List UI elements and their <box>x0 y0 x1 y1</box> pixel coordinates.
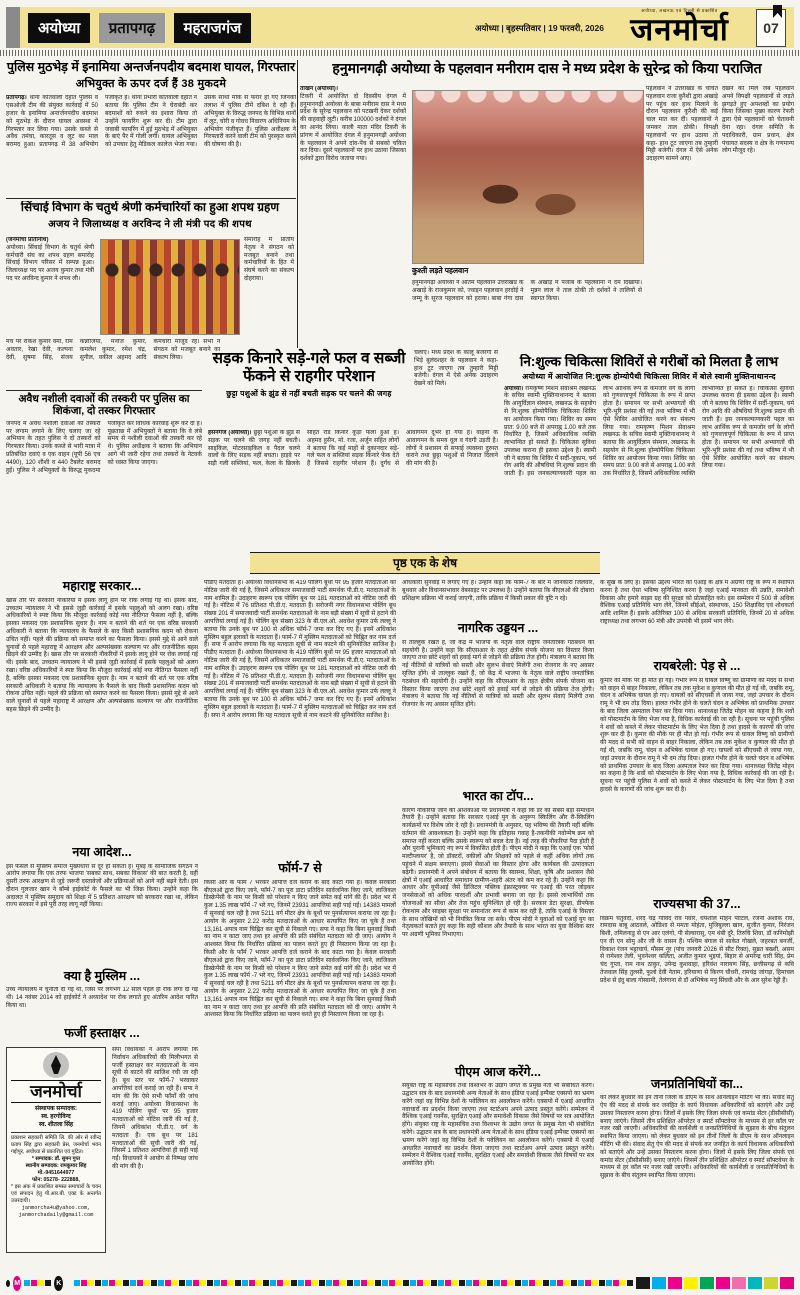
article-col-3: देखने को मिले जब पहलवान अपने विपक्षी पहलवानों से लड़ते झगड़ते हुए अपशब्दों का प्रयोग किया जिसका मुख्य कारण रेफरी द्वारा ऐसे पहलवानों को चेतावनी देना रहा। दंगल समिति के पदाधिकारी, ग्राम प्रधान, क्षेत्र पंचायत सदस्य व क्षेत्र के गणमान्य लोग मौजूद रहे। <box>722 86 794 155</box>
section-intro: के सुख के लिए है। इसका उद्देश्य भारत को एआई के क्षेत्र में अग्रणी राष्ट्र के रूप में स्थापित करना है तथा ऐसा भविष्य सुनिश्चित करना है जहां एआई मानवता की उन्नति, समावेशी विकास और हमारे साझा ग्रह की सुरक्षा को प्रोत्साहित करे। इस सम्मेलन में 500 से अधिक वैश्विक एआई प्रतिनिधि भाग लेंगे, जिनमें सीईओ, संस्थापक, 150 शिक्षाविद एवं शोधकर्ता आदि शामिल हैं। इसके अतिरिक्त 100 से अधिक सरकारी प्रतिनिधि, जिनमें 20 से अधिक राष्ट्राध्यक्ष तथा लगभग 60 मंत्री और उपमंत्री भी इसमें भाग लेंगे। <box>600 580 794 625</box>
divider <box>6 198 296 199</box>
header-band <box>6 7 794 48</box>
continued-from-page-one-banner: पृष्ठ एक के शेष <box>250 552 600 574</box>
article-subhead: अभियुक्त के ऊपर दर्ज हैं 38 मुकदमे <box>75 78 227 91</box>
masthead: जनमोर्चा <box>630 12 729 47</box>
article-body: मंच पर राकेश कुमार वर्मा, राम अवतार, रेखा देवी, कल्पना देवी, सुषमा सिंह, संजय कन्नौजिया, मनोज कुमार, कमलेश कुमार, रमेश चंद्र, सुनील, वकील अहमद आदि कर्मचारी मौजूद रहे। सभी ने संगठन को मजबूत बनाने का संकल्प लिया। <box>6 339 221 361</box>
section-body: खास तौर पर सरकारी नौकरियों में इसके लागू होने पर रोक लगाई गई थी। इसके बाद, उच्चतम न्यायालय ने भी इससे जुड़ी कार्रवाई में इसके पहलुओं को अलग रखा। वरिष्ठ अधिकारियों ने स्पष्ट किया कि मौजूदा कार्रवाई कोई नया नीतिगत फैसला नहीं है, बल्कि इसका मकसद एक प्रशासनिक सुधार है। नाम न बताने की शर्त पर एक वरिष्ठ सरकारी अधिकारी ने बताया कि न्यायालय के फैसले के बाद किसी प्रशासनिक कदम को रोकना उचित नहीं। पहले की प्रक्रिया को समाप्त करने का फैसला किया। इससे मुद्दे से आने वाले चुनावों से पहले महाराष्ट्र में आरक्षण और अल्पसंख्यक कल्याण पर और राजनीतिक बहस छिड़ने की उम्मीद है। खास तौर पर सरकारी नौकरियों में इसके लागू होने पर रोक लगाई गई थी। इसके बाद, उच्चतम न्यायालय ने भी इससे जुड़ी कार्रवाई में इसके पहलुओं को अलग रखा। वरिष्ठ अधिकारियों ने स्पष्ट किया कि मौजूदा कार्रवाई कोई नया नीतिगत फैसला नहीं है, बल्कि इसका मकसद एक प्रशासनिक सुधार है। नाम न बताने की शर्त पर एक वरिष्ठ सरकारी अधिकारी ने बताया कि न्यायालय के फैसले के बाद किसी प्रशासनिक कदम को रोकना उचित नहीं। पहले की प्रक्रिया को समाप्त करने का फैसला किया। इससे मुद्दे से आने वाले चुनावों से पहले महाराष्ट्र में आरक्षण और अल्पसंख्यक कल्याण पर और राजनीतिक बहस छिड़ने की उम्मीद है। <box>6 597 198 713</box>
section-body: विक्रम चतुर्वेदी, शरद चंद्र गोविंद राव पवार, धैर्यशील मोहन पाटिल, रजनी अशोक राव, रामदास बाबू आठवले, ओडिशा से ममता मोहंता, मुजिबुल्ला खान, सुजीत कुमार, निरंजन बिशी, तमिलनाडु से एन आर एलंगो, पी सेल्वारासु, एम थंबी दुरै, तिरुचि शिवा, डॉ कनिमोझी एन वी एन सोमु और जी के वासन हैं। पश्चिम बंगाल से साकेत गोखले, जहरबत बनर्जी, विकाश रंजन भट्टाचार्य, मौसम नूर (पांच जनवरी 2026 से सीट रिक्त), सुब्रत बख्शी, असम से रामेश्वर तेली, भुवनेश्वर कलिता, अजीत कुमार भुइयां, बिहार से अमरेन्द्र धारी सिंह, प्रेम चंद गुप्ता, राम नाथ ठाकुर, उपेन्द्र कुशवाहा, हरिवंश नारायण सिंह, छत्तीसगढ़ से कवि तेजवाल सिंह तुलसी, फूलो देवी नेताम, हरियाणा से किरण चौधरी, रामचंद्र जांगड़ा, हिमाचल प्रदेश से इंदु बाला गोस्वामी, तेलंगाना से डॉ अभिषेक मनु सिंघवी और के आर सुरेश रेड्डी हैं। <box>600 915 794 984</box>
mini-swatch <box>24 1280 51 1286</box>
pen-nib-icon <box>43 1052 69 1078</box>
section-body: कुमार की मौके पर ही मौत हो गई। गंभीर रूप से घायल विष्णु को ग्रामीणों की मदद से सभी को वाहन से बाहर निकाला, लेकिन तब तक मुकेश व कुणाल की मौत हो गई थी, जबकि रामू, चंदन व अभिषेक घायल हो गए। घायलों को सीएचसी ले जाया गया, जहां उपचार के दौरान रामू ने भी दम तोड़ दिया। हालत गंभीर होने के चलते चंदन व अभिषेक को प्राथमिक उपचार के बाद जिला अस्पताल रेफर कर दिया गया। थानाध्यक्ष जितेंद्र मोहन का कहना है कि शवों को पोस्टमार्टम के लिए भेजा गया है, विधिक कार्रवाई की जा रही है। सूचना पर पहुंची पुलिस ने शवों को कब्जे में लेकर पोस्टमार्टम के लिए भेज दिया है तथा हादसे के कारणों की जांच शुरू कर दी है। कुमार की मौके पर ही मौत हो गई। गंभीर रूप से घायल विष्णु को ग्रामीणों की मदद से सभी को वाहन से बाहर निकाला, लेकिन तब तक मुकेश व कुणाल की मौत हो गई थी, जबकि रामू, चंदन व अभिषेक घायल हो गए। घायलों को सीएचसी ले जाया गया, जहां उपचार के दौरान रामू ने भी दम तोड़ दिया। हालत गंभीर होने के चलते चंदन व अभिषेक को प्राथमिक उपचार के बाद जिला अस्पताल रेफर कर दिया गया। थानाध्यक्ष जितेंद्र मोहन का कहना है कि शवों को पोस्टमार्टम के लिए भेजा गया है, विधिक कार्रवाई की जा रही है। सूचना पर पहुंची पुलिस ने शवों को कब्जे में लेकर पोस्टमार्टम के लिए भेज दिया है तथा हादसे के कारणों की जांच शुरू कर दी है। <box>600 677 794 793</box>
section-body: उच्च न्यायालय में चुनौती दी गई थी, जिस पर लगभग 12 साल पहले ही रोक लगा दी गई थी। 14 नवंबर 2014 को हाईकोर्ट ने अध्यादेश पर रोक लगाते हुए अंतरिम आदेश पारित किया था। <box>6 987 198 1009</box>
article-below-photo: हनुमानगढ़ी अयोध्या ने अंतिम पहलवान उत्तराखंड के अखाड़े के राजकुमार को, ज्वाइन पहलवान हरदोई ने जम्मू के सूरज पहलवान को हराया। बाबा गंगा दास के अखाड़े में पंजाब के पहलवानों ने दम दिखाया। मुन्नन लाल ने ताल ठोकी तो दर्शकों ने तालियों से स्वागत किया। <box>412 280 642 302</box>
continuation-col-4 <box>600 580 794 1268</box>
article-subhead: अजय ने जिलाध्यक्ष व अरविन्द ने ली मंत्री पद की शपथ <box>48 218 252 230</box>
decorative-strip-top <box>0 50 800 56</box>
editor-line: * सम्पादक: डॉ. सुमन गुप्त <box>31 1155 81 1162</box>
founder-label: संस्थापक सम्पादक: <box>34 1106 78 1113</box>
publisher-text: प्रकाशन सहकारी समिति लि. की ओर से रवीन्द्र प्रताप सिंह द्वारा सहकारी प्रेस, जनमोर्चा भवन गद्दोपुर, अयोध्या से प्रकाशित एवं मुद्रित। <box>11 1134 101 1155</box>
article-col-1: ताखन (अयोध्या)। टिकरी में आयोजित दो दिवसीय दंगल में हनुमानगढ़ी अयोध्या के बाबा मनीराम दास ने मध्य प्रदेश के सुरेन्द्र पहलवान को पटखनी देकर दर्शकों की वाहवाही लूटी। करीब 100000 दर्शकों ने दंगल का आनंद लिया। काली माता मंदिर टिकरी के प्रांगण में आयोजित दंगल में हनुमानगढ़ी अयोध्या के पहलवान ने अपने दांव-पेंच से सबको चकित कर दिया। दूसरे पहलवानों पर हाथ उठाया जिसका दर्शकों द्वारा विरोध जताया गया। <box>300 86 406 163</box>
page-number: 07 <box>763 20 779 36</box>
article-dateline: ताखन (अयोध्या)। <box>300 86 339 92</box>
article-body: प्रतापगढ़। थाना कोतवाली देहात पुलिस व एसओजी टीम की संयुक्त कार्रवाई में 50 हजार के इनामिया अन्तर्जनपदीय बदमाश को मुठभेड़ के दौरान घायल अवस्था में गिरफ्तार कर लिया गया। उसके कब्जे से अवैध तमंचा, कारतूस व लूट का माल बरामद हुआ। प्रतापगढ़ में 38 अभियोग पंजीकृत हैं। थाना प्रभारी कोतवाली देहात ने बताया कि पुलिस टीम ने घेराबंदी कर बदमाशों को रुकने का इशारा किया तो उन्होंने फायरिंग शुरू कर दी। टीम द्वारा जवाबी फायरिंग में हुई मुठभेड़ में अभियुक्त के बाएं पैर में गोली लगी। घायल अभियुक्त को उपचार हेतु मेडिकल कालेज भेजा गया। उसके साथी मौके से फरार हो गए जिनकी तलाश में पुलिस टीमें दबिश दे रही हैं। अभियुक्त के विरुद्ध जनपद के विभिन्न थानों में लूट, चोरी व गोवध निवारण अधिनियम के अभियोग पंजीकृत हैं। पुलिस अधीक्षक ने गिरफ्तारी करने वाली टीम को पुरस्कृत करने की घोषणा की है। <box>6 95 296 149</box>
continuation-col-2 <box>204 580 396 1268</box>
masthead-tagline: अयोध्या, लखनऊ एवं दिल्ली से प्रकाशित <box>641 8 718 13</box>
article-body: जनपद में अवैध नशीली दवाओं की तस्करी पर लगाम लगाने के लिए चलाए जा रहे अभियान के तहत पुलिस ने दो तस्करों को गिरफ्तार किया। उनके कब्जे से भारी मात्रा में प्रतिबंधित दवाएं व एक वाहन (यूपी 56 एच 4490), 120 शीशी व 440 टैबलेट बरामद हुईं। पुलिस ने अभियुक्तों के विरुद्ध मुकदमा पंजीकृत कर विधिक कार्रवाई शुरू कर दी है। पूछताछ में अभियुक्तों ने बताया कि वे लंबे समय से नशीली दवाओं की तस्करी कर रहे थे। पुलिस अधीक्षक ने बताया कि अभियान आगे भी जारी रहेगा तथा तस्करों के नेटवर्क को ध्वस्त किया जाएगा। <box>6 420 202 474</box>
founder-name: स्व. हरगोविन्द <box>41 1114 71 1121</box>
magenta-mark: M <box>13 1276 22 1291</box>
section-title-kya-hai-muslim: क्या है मुस्लिम ... <box>63 968 141 983</box>
article-dateline: (जनमोर्चा प्रतिनिधि) <box>6 237 49 243</box>
article-col-left: (जनमोर्चा प्रतिनिधि) अयोध्या। सिंचाई विभाग के चतुर्थ श्रेणी कर्मचारी संघ का शपथ ग्रहण समारोह सिंचाई विभाग परिसर में सम्पन्न हुआ। जिलाध्यक्ष पद पर अजय कुमार तथा मंत्री पद पर अरविन्द कुमार ने शपथ ली। <box>6 237 94 282</box>
edition-tab-maharajganj: महराजगंज <box>174 13 252 43</box>
section-title-form7: फॉर्म-7 से <box>278 861 322 875</box>
mobile-number: मो.-9451644977 <box>37 1169 75 1176</box>
article-drug-smuggling <box>6 393 202 546</box>
section-title-farzi-hastakshar: फर्जी हस्ताक्षर ... <box>64 1026 140 1041</box>
section-title-naya-adesh: नया आदेश... <box>72 844 132 859</box>
section-title-nagrik-uddayan: नागरिक उड्डयन ... <box>457 621 539 635</box>
section-title-bharat-top: भारत का टॉप... <box>462 788 534 803</box>
section-body-farzi: सपा विधायकों ने आरोप लगाया कि निर्वाचन अधिकारियों की मिलीभगत से फर्जी हस्ताक्षर कर मतदाताओं के नाम सूची से काटने की साजिश रची जा रही है। बूथ स्तर पर फॉर्म-7 भरवाकर आपत्तियां दर्ज कराई जा रही हैं। सपा ने मांग की कि ऐसे सभी फॉर्मों की जांच कराई जाए। अयोध्या विधानसभा के 419 पोलिंग बूथों पर 95 हजार मतदाताओं को नोटिस जारी की गई है, जिनमें अधिकांश पी.डी.ए. वर्ग के मतदाता हैं। एक बूथ पर 181 मतदाताओं की सूची जारी की गई, जिसमें 1 प्रतिशत आपत्तियां ही सही पाई गईं। विधायकों ने आयोग से निष्पक्ष जांच की मांग की है। <box>112 1047 198 1170</box>
print-registration-bar <box>6 1274 794 1292</box>
founder-name: स्व. शीतला सिंह <box>11 1121 101 1132</box>
responsibility-note: * इस अंक में प्रकाशित समस्त समाचारों के चयन एवं संपादन हेतु पी.आर.बी. एक्ट के अन्तर्गत उत्तरदायी। <box>11 1183 101 1204</box>
section-intro: अधिकारी सुनवाई में लगाए गए हैं। उन्होंने कहा कि फॉर्म-7 के बारे में जानकारी जिलेवार, बूथवार और विधानसभावार वेबसाइट पर उपलब्ध है। उन्होंने बताया कि बीएलओ की दोबारा प्रशिक्षण प्रक्रिया भी कराई जाएगी, ताकि प्रक्रिया में किसी प्रकार की त्रुटि न रहे। <box>402 580 594 602</box>
article-headline: हनुमानगढ़ी अयोध्या के पहलवान मनीराम दास ने मध्य प्रदेश के सुरेन्द्र को किया पराजित <box>332 60 762 76</box>
edition-tab-pratapgarh: प्रतापगढ़ <box>99 13 165 43</box>
section-body: कारण नौकरियां जाने की आशंकाओं पर प्रधानमंत्री ने कहा कि डर का सबसे बड़ा समाधान तैयारी है। उन्होंने बताया कि सरकार एआई युग के अनुरूप स्किलिंग और री-स्किलिंग कार्यक्रमों पर विशेष जोर दे रही है। प्रधानमंत्री के अनुसार, यह भविष्य की तैयारी नहीं बल्कि वर्तमान की आवश्यकता है। उन्होंने कहा कि इतिहास गवाह है-तकनीकी नवोन्मेष क्रम को समाप्त नहीं करता बल्कि उसके स्वरूप को बदल देता है। नई तरह की नौकरियां पैदा होती हैं और पुरानी भूमिकाएं नए रूप में विकसित होती हैं। पीएम मोदी ने कहा कि एआई एक 'फोर्स मल्टीप्लायर' है, जो डॉक्टरों, वकीलों और शिक्षकों को पहले से कहीं अधिक लोगों तक पहुंचने में सक्षम बनाएगा। इससे सेवाओं का विस्तार होगा और कार्यबल की उत्पादकता बढ़ेगी। प्रधानमंत्री ने अपने संबोधन में बताया कि स्वास्थ्य, शिक्षा, कृषि और प्रशासन जैसे क्षेत्रों में एआई आधारित समाधान ग्रामीण-शहरी अंतर को कम कर रहे हैं। उन्होंने कहा कि आधार और यूपीआई जैसे डिजिटल पब्लिक इंफ्रास्ट्रक्चर पर एआई की परत जोड़कर जनसेवाओं को अधिक पारदर्शी और प्रभावी बनाया जा रहा है। इससे लाभार्थियों तक योजनाओं का सीधा और तेज पहुंच सुनिश्चित हो रही है। सरकार डेटा सुरक्षा, डीपफेक रोकथाम और साइबर सुरक्षा पर समानांतर रूप से काम कर रही है, ताकि एआई के विस्तार के साथ जोखिमों को भी नियंत्रित किया जा सके। पीएम मोदी ने युवाओं को एआई युग का नेतृत्वकर्ता बताते हुए कहा कि सही कौशल और तैयारी के साथ भारत का युवा वैश्विक स्तर पर अग्रणी भूमिका निभाएगा। <box>402 807 594 939</box>
article-headline: अवैध नशीली दवाओं की तस्करी पर पुलिस का शिकंजा, दो तस्कर गिरफ्तार <box>18 393 190 418</box>
article-dateline: अयोध्या। <box>504 385 524 392</box>
bookmark-icon <box>773 5 782 18</box>
date-line: अयोध्या | बृहस्पतिवार | 19 फरवरी, 2026 <box>475 23 604 33</box>
continuation-col-1 <box>6 580 198 1268</box>
wrestling-photo <box>412 90 644 264</box>
article-body: अयोध्या। रामकृष्ण मिशन सेवाश्रम लखनऊ के सचिव स्वामी मुक्तिनाथानन्द ने बताया कि आयुर्विज्ञान संस्थान, लखनऊ के सहयोग से नि:शुल्क होम्योपैथिक चिकित्सा शिविर का आयोजन किया गया। शिविर का समय प्रात: 9.00 बजे से अपराह्न 1.00 बजे तक निर्धारित है, जिसमें अधिकाधिक व्यक्ति लाभान्वित हो सकते हैं। चिकित्सा सुविधा उपलब्ध कराना ही इसका उद्देश्य है। स्वामी जी ने बताया कि शिविर में सर्दी-जुकाम, चर्म रोग आदि की औषधियां नि:शुल्क प्रदान की जाती हैं। इस जनकल्याणकारी पहल का लाभ आर्थिक रूप से कमजोर वर्ग के लोगों को गुणवत्तापूर्ण चिकित्सा के रूप में प्राप्त होता है। समापन पर सभी अभ्यागतों की भूरि-भूरि प्रशंसा की गई तथा भविष्य में भी ऐसे शिविर आयोजित करने का संकल्प लिया गया। रामकृष्ण मिशन सेवाश्रम लखनऊ के सचिव स्वामी मुक्तिनाथानन्द ने बताया कि आयुर्विज्ञान संस्थान, लखनऊ के सहयोग से नि:शुल्क होम्योपैथिक चिकित्सा शिविर का आयोजन किया गया। शिविर का समय प्रात: 9.00 बजे से अपराह्न 1.00 बजे तक निर्धारित है, जिसमें अधिकाधिक व्यक्ति लाभान्वित हो सकते हैं। चिकित्सा सुविधा उपलब्ध कराना ही इसका उद्देश्य है। स्वामी जी ने बताया कि शिविर में सर्दी-जुकाम, चर्म रोग आदि की औषधियां नि:शुल्क प्रदान की जाती हैं। इस जनकल्याणकारी पहल का लाभ आर्थिक रूप से कमजोर वर्ग के लोगों को गुणवत्तापूर्ण चिकित्सा के रूप में प्राप्त होता है। समापन पर सभी अभ्यागतों की भूरि-भूरि प्रशंसा की गई तथा भविष्य में भी ऐसे शिविर आयोजित करने का संकल्प लिया गया। <box>504 385 794 478</box>
email-addresses: janmorcha4u@yahoo.com, janmorchadaily@gmail.com <box>18 1204 94 1218</box>
article-roadside-garbage <box>208 350 498 546</box>
local-editor-line: स्थानीय सम्पादक: रामकुमार सिंह <box>25 1162 87 1169</box>
imprint-logo: जनमोर्चा <box>11 1080 101 1103</box>
continuation-col-3 <box>402 580 594 1268</box>
article-headline: सिंचाई विभाग के चतुर्थ श्रेणी कर्मचारियों का हुआ शपथ ग्रहण <box>20 201 280 214</box>
header-left-block <box>6 7 20 48</box>
wrestler-article-tail: चलाए। मध्य प्रदेश के कालू बजरंगी से भिड़े बुलंदशहर के पहलवान ने कहा- हाथ टूट जाएगा तब तुम्हारी मिट्टी बजेगी। दंगल में ऐसे अनेक उदाहरण देखने को मिले। <box>414 350 498 388</box>
article-wrestler <box>300 60 794 348</box>
article-col-right: समारोह में प्रांतीय नेतृत्व ने संगठन को मजबूत बनाने तथा कर्मचारियों के हित में संघर्ष करने का संकल्प दोहराया। <box>244 237 294 282</box>
section-body: किसी और के फॉर्म 7 भरकर आपत्ति दर्ज कराने के बाद काटा गया है। केवल सरकारी बीएलओ द्वारा किए जाने, फॉर्म-7 का पूरा डाटा प्रतिदिन सार्वजनिक किए जाने, लाजिकल डिस्क्रेपेंसी के नाम पर किसी को परेशान न किए जाने समेत कई मांगें की हैं। प्रदेश भर में कुल 1.35 लाख फॉर्म -7 भरे गए, जिनमें 23931 आपत्तियां सही पाई गईं। 14383 मामलों में सुनवाई चल रही है तथा 5211 वर्ग मीटर क्षेत्र के बूथों पर पुनर्सत्यापन कराया जा रहा है। आयोग के अनुसार 2.22 करोड़ मतदाताओं के आधार सत्यापित किए जा चुके हैं तथा 13,161 अपात्र नाम चिह्नित कर सूची से निकाले गए। सपा ने कहा कि बिना सुनवाई किसी का नाम न काटा जाए तथा हर आपत्ति की प्रति संबंधित मतदाता को दी जाए। आयोग ने आश्वस्त किया कि निर्धारित प्रक्रिया का पालन करते हुए ही निस्तारण किया जा रहा है। किसी और के फॉर्म 7 भरकर आपत्ति दर्ज कराने के बाद काटा गया है। केवल सरकारी बीएलओ द्वारा किए जाने, फॉर्म-7 का पूरा डाटा प्रतिदिन सार्वजनिक किए जाने, लाजिकल डिस्क्रेपेंसी के नाम पर किसी को परेशान न किए जाने समेत कई मांगें की हैं। प्रदेश भर में कुल 1.35 लाख फॉर्म -7 भरे गए, जिनमें 23931 आपत्तियां सही पाई गईं। 14383 मामलों में सुनवाई चल रही है तथा 5211 वर्ग मीटर क्षेत्र के बूथों पर पुनर्सत्यापन कराया जा रहा है। आयोग के अनुसार 2.22 करोड़ मतदाताओं के आधार सत्यापित किए जा चुके हैं तथा 13,161 अपात्र नाम चिह्नित कर सूची से निकाले गए। सपा ने कहा कि बिना सुनवाई किसी का नाम न काटा जाए तथा हर आपत्ति की प्रति संबंधित मतदाता को दी जाए। आयोग ने आश्वस्त किया कि निर्धारित प्रक्रिया का पालन करते हुए ही निस्तारण किया जा रहा है। <box>204 879 396 1019</box>
article-col-2: पहलवान ने उत्तराखंड के चर्चित पहलवान राजा कुरैशी द्वारा अखाड़े पर पहुंच कर हाथ मिलाने के दौरान पहलवान कुरैशी की कई चाल मात कर दी। पहलवानों ने जमकर ताल ठोकी। विपक्षी पहलवानों पर हाथ उठाया तो कहा- हाथ टूट जाएगा तब तुम्हारी मिट्टी बजेगी। दंगल में ऐसे अनेक उदाहरण सामने आए। <box>646 86 718 163</box>
article-headline: पुलिस मुठभेड़ में इनामिया अन्तर्जनपदीय बदमाश घायल, गिरफ्तार <box>6 60 296 74</box>
black-mark: K <box>54 1276 63 1291</box>
article-dateline: हसनगंज (अयोध्या)। <box>208 430 252 436</box>
article-subhead: छुट्टा पशुओं के झुंड से नहीं बचती सड़क पर चलने की जगह <box>226 388 392 398</box>
article-headline: नि:शुल्क चिकित्सा शिविरों से गरीबों को मिलता है लाभ <box>519 354 779 369</box>
section-body: को लेकर बुधवार को इन तीनों जिलों के डीएम के साथ ऑनलाइन मीटिंग भी की। संवाद सेतु ऐप की मदद से संपर्क कर जनहित के कार्य विधायक अधिकारियों को बताएंगे और उन्हें उसका निस्तारण करना होगा। जिलों में इसके लिए जिला संपर्क एवं कमांड सेंटर (डीसीसीसी) बनाए जाएंगे। जिसमें तीन प्रशिक्षित ऑपरेटर व स्मार्ट सॉफ्टवेयर के माध्यम से हर कॉल पर नजर रखी जाएगी। अधिकारियों की कार्यशैली व जनप्रतिनिधियों के सुझाव के बीच संतुलन स्थापित किया जाएगा। को लेकर बुधवार को इन तीनों जिलों के डीएम के साथ ऑनलाइन मीटिंग भी की। संवाद सेतु ऐप की मदद से संपर्क कर जनहित के कार्य विधायक अधिकारियों को बताएंगे और उन्हें उसका निस्तारण करना होगा। जिलों में इसके लिए जिला संपर्क एवं कमांड सेंटर (डीसीसीसी) बनाए जाएंगे। जिसमें तीन प्रशिक्षित ऑपरेटर व स्मार्ट सॉफ्टवेयर के माध्यम से हर कॉल पर नजर रखी जाएगी। अधिकारियों की कार्यशैली व जनप्रतिनिधियों के सुझाव के बीच संतुलन स्थापित किया जाएगा। <box>600 1095 794 1180</box>
section-body: संयुक्त राष्ट्र के महासचिव तथा विश्वभर के उद्योग जगत के प्रमुख नेता भी संबोधित करेंगे। उद्घाटन सत्र के बाद प्रधानमंत्री अन्य नेताओं के साथ इंडिया एआई इम्पैक्ट एक्सपो का भ्रमण करेंगे जहां वह विभिन्न देशों के पवेलियन का अवलोकन करेंगे। एक्सपो में एआई आधारित नवाचारों का प्रदर्शन किया जाएगा तथा स्टार्टअप अपने उत्पाद प्रस्तुत करेंगे। सम्मेलन में वैश्विक एआई गवर्नेंस, सुरक्षित एआई और समावेशी विकास जैसे विषयों पर सत्र आयोजित होंगे। संयुक्त राष्ट्र के महासचिव तथा विश्वभर के उद्योग जगत के प्रमुख नेता भी संबोधित करेंगे। उद्घाटन सत्र के बाद प्रधानमंत्री अन्य नेताओं के साथ इंडिया एआई इम्पैक्ट एक्सपो का भ्रमण करेंगे जहां वह विभिन्न देशों के पवेलियन का अवलोकन करेंगे। एक्सपो में एआई आधारित नवाचारों का प्रदर्शन किया जाएगा तथा स्टार्टअप अपने उत्पाद प्रस्तुत करेंगे। सम्मेलन में वैश्विक एआई गवर्नेंस, सुरक्षित एआई और समावेशी विकास जैसे विषयों पर सत्र आयोजित होंगे। <box>402 1083 594 1168</box>
color-swatches <box>636 1277 794 1289</box>
registration-dot <box>6 1280 10 1287</box>
divider <box>297 60 298 348</box>
section-title-raebareli: रायबरेली: पेड़ से ... <box>653 659 741 673</box>
article-subhead: अयोध्या में आयोजित नि:शुल्क होम्योपैथी चिकित्सा शिविर में बोले स्वामी मुक्तिनाथानन्द <box>522 371 776 381</box>
phone-number: फोन: 05278- 222888, <box>32 1176 80 1183</box>
photo-caption: कुश्ती लड़ते पहलवान <box>412 266 469 275</box>
article-body: हसनगंज (अयोध्या)। छुट्टा पशुओं के झुंड से सड़क पर चलने की जगह नहीं बचती। साइकिल, मोटरसाइकिल व पैदल चलने वालों के लिए सड़क नहीं बचता। हाइवे पर सड़ी गली सब्जियां, फल, केला के छिलके सहित रोड किनारे कूड़ा फैला हुआ है। अहमद हुसैन, मो. रजा, अर्जुन सहित लोगों ने बताया कि कई माहों से दुकानदार सड़े-गले फल व सब्जियां सड़क किनारे फेंक देते हैं जिससे राहगीर परेशान हैं। दुर्गंध से आवागमन दूभर हो गया है। वाहनों के आवागमन के समय धूल व गंदगी उड़ती है। लोगों ने प्रशासन से सफाई व्यवस्था दुरुस्त कराने तथा छुट्टा पशुओं से निजात दिलाने की मांग की है। <box>208 430 498 468</box>
section-body-pda: पीडीए मतदाता हैं। अयोध्या विधानसभा के 419 पोलिंग बूथों पर 95 हजार मतदाताओं को नोटिस जारी की गई है, जिसमें अधिकतर समाजवादी पार्टी समर्थक पी.डी.ए. मतदाताओं के नाम शामिल हैं। उदाहरण स्वरूप एक पोलिंग बूथ पर 181 मतदाताओं को नोटिस जारी की गई है। नोटिस में 76 प्रतिशत पी.डी.ए. मतदाता हैं। सरोजनी नगर विधानसभा पोलिंग बूथ संख्या 201 में समाजवादी पार्टी समर्थक मतदाताओं के नाम बड़ी संख्या में सूची से हटाने की आपत्तियां लगाई गई हैं। पोलिंग बूथ संख्या 323 के बी.एल.ओ. अवधेश कुमार उर्फ लल्लू ने बताया कि उनके बूथ पर 100 से अधिक फॉर्म-7 जमा कर दिए गए हैं। इनमें अधिकांश मुस्लिम बहुल इलाकों के मतदाता हैं। फार्म-7 में मुस्लिम मतदाताओं को चिह्नित कर नाम दर्ज हैं। सपा ने आरोप लगाया कि यह मतदाता सूची से नाम काटने की सुनियोजित साजिश है। पीडीए मतदाता हैं। अयोध्या विधानसभा के 419 पोलिंग बूथों पर 95 हजार मतदाताओं को नोटिस जारी की गई है, जिसमें अधिकतर समाजवादी पार्टी समर्थक पी.डी.ए. मतदाताओं के नाम शामिल हैं। उदाहरण स्वरूप एक पोलिंग बूथ पर 181 मतदाताओं को नोटिस जारी की गई है। नोटिस में 76 प्रतिशत पी.डी.ए. मतदाता हैं। सरोजनी नगर विधानसभा पोलिंग बूथ संख्या 201 में समाजवादी पार्टी समर्थक मतदाताओं के नाम बड़ी संख्या में सूची से हटाने की आपत्तियां लगाई गई हैं। पोलिंग बूथ संख्या 323 के बी.एल.ओ. अवधेश कुमार उर्फ लल्लू ने बताया कि उनके बूथ पर 100 से अधिक फॉर्म-7 जमा कर दिए गए हैं। इनमें अधिकांश मुस्लिम बहुल इलाकों के मतदाता हैं। फार्म-7 में मुस्लिम मतदाताओं को चिह्नित कर नाम दर्ज हैं। सपा ने आरोप लगाया कि यह मतदाता सूची से नाम काटने की सुनियोजित साजिश है। <box>204 580 396 719</box>
section-body: इस फैसले से मुस्लिम समाज मुख्यधारा से दूर हो सकता है। मुंबई के सामाजिक संगठन ने आरोप लगाया कि एक तरफ भाजपा 'सबका साथ, सबका विकास' की बात करती है, वहीं दूसरी तरफ आरक्षण से जुड़े जरूरी दस्तावेजों और प्रक्रियाओं को आगे नहीं बढ़ने देती। इस दौरान गुलजार खान ने बॉम्बे हाईकोर्ट के फैसले का भी जिक्र किया। उन्होंने कहा कि अदालत ने मुस्लिम समुदाय को शिक्षा में 5 प्रतिशत आरक्षण को बरकरार रखा था, लेकिन राज्य सरकार ने इसे पूरी तरह लागू नहीं किया। <box>6 863 198 909</box>
section-title-rajyasabha: राज्यसभा की 37... <box>653 896 741 911</box>
oath-ceremony-photo <box>100 239 240 335</box>
article-police-encounter <box>6 60 296 198</box>
article-medical-camp <box>504 354 794 546</box>
article-dateline: प्रतापगढ़। <box>6 95 27 102</box>
article-headline: सड़क किनारे सड़े-गले फल व सब्जी फेंकने से राहगीर परेशान <box>212 350 406 386</box>
page-number-box <box>756 9 786 47</box>
cmyk-strip <box>74 1280 633 1286</box>
section-body: से ताल्लुक रखते हैं, जो केंद्र में भाजपा के नेतृत्व वाले राष्ट्रीय जनतांत्रिक गठबंधन की सहयोगी है। उन्होंने कहा कि सीएसआर के तहत क्षेत्रीय संपर्क योजना का विस्तार किया जाएगा तथा छोटे शहरों को हवाई मार्ग से जोड़ने की प्रक्रिया तेज होगी। मंत्रालय ने बताया कि नई नीतियों से यात्रियों को सस्ती और सुलभ सेवाएं मिलेंगी तथा रोजगार के नए अवसर सृजित होंगे। से ताल्लुक रखते हैं, जो केंद्र में भाजपा के नेतृत्व वाले राष्ट्रीय जनतांत्रिक गठबंधन की सहयोगी है। उन्होंने कहा कि सीएसआर के तहत क्षेत्रीय संपर्क योजना का विस्तार किया जाएगा तथा छोटे शहरों को हवाई मार्ग से जोड़ने की प्रक्रिया तेज होगी। मंत्रालय ने बताया कि नई नीतियों से यात्रियों को सस्ती और सुलभ सेवाएं मिलेंगी तथा रोजगार के नए अवसर सृजित होंगे। <box>402 639 594 709</box>
section-title-maharashtra: महाराष्ट्र सरकार... <box>62 579 142 593</box>
janmorcha-imprint-box <box>6 1047 106 1253</box>
section-title-janpratinidhi: जनप्रतिनिधियों का... <box>650 1076 743 1091</box>
edition-tab-ayodhya: अयोध्या <box>28 13 90 43</box>
section-title-pm-aaj: पीएम आज करेंगे... <box>455 1064 541 1079</box>
divider <box>6 390 202 391</box>
